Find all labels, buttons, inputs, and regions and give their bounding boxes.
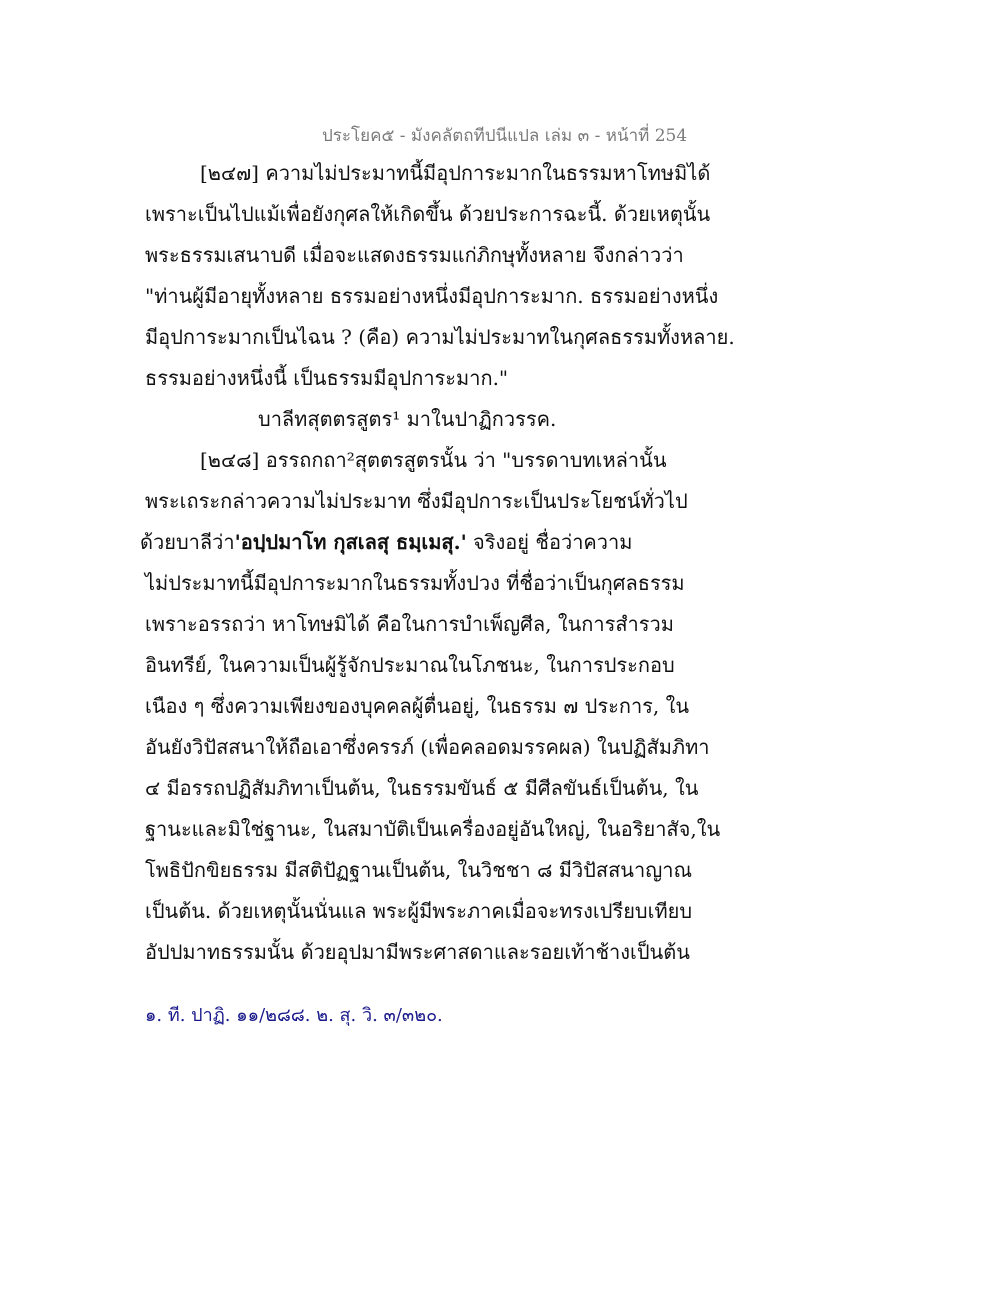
text-line: มีอุปการะมากเป็นไฉน ? (คือ) ความไม่ประมาทในกุศลธรรมทั้งหลาย. (145, 325, 735, 349)
text-line-with-pali (140, 532, 632, 552)
text-line: โพธิปักขิยธรรม มีสติปัฏฐานเป็นต้น, ในวิชชา ๘ มีวิปัสสนาญาณ (145, 858, 693, 882)
footnote: ๑. ที. ปาฏิ. ๑๑/๒๘๘. ๒. สุ. วิ. ๓/๓๒๐. (145, 1005, 443, 1026)
pali-quote: 'อปฺปมาโท กุสเลสุ ธมฺเมสุ.' (234, 530, 467, 554)
text-line: พระเถระกล่าวความไม่ประมาท ซึ่งมีอุปการะเป็นประโยชน์ทั่วไป (145, 489, 688, 513)
text-line: ฐานะและมิใช่ฐานะ, ในสมาบัติเป็นเครื่องอยู่อันใหญ่, ในอริยาสัจ,ใน (145, 817, 721, 841)
sutta-reference-line: บาลีทสุตตรสูตร¹ มาในปาฏิกวรรค. (258, 407, 557, 431)
text-line: ๔ มีอรรถปฏิสัมภิทาเป็นต้น, ในธรรมขันธ์ ๕ มีศีลขันธ์เป็นต้น, ใน (145, 776, 699, 800)
text-line: เป็นต้น. ด้วยเหตุนั้นนั่นแล พระผู้มีพระภาคเมื่อจะทรงเปรียบเทียบ (145, 899, 693, 923)
text-line: เพราะเป็นไปแม้เพื่อยังกุศลให้เกิดขึ้น ด้วยประการฉะนี้. ด้วยเหตุนั้น (145, 202, 711, 226)
text-line: [๒๔๘] อรรถกถา²สุตตรสูตรนั้น ว่า "บรรดาบทเหล่านั้น (200, 448, 667, 472)
text-span: ด้วยบาลีว่า (140, 530, 235, 554)
text-line: เพราะอรรถว่า หาโทษมิได้ คือในการบำเพ็ญศีล, ในการสำรวม (145, 612, 674, 636)
text-line: อันยังวิปัสสนาให้ถือเอาซึ่งครรภ์ (เพื่อคลอดมรรคผล) ในปฏิสัมภิทา (145, 735, 710, 759)
running-header: ประโยค๕ - มังคลัตถทีปนีแปล เล่ม ๓ - หน้าที่ 254 (322, 126, 688, 146)
text-line: [๒๔๗] ความไม่ประมาทนี้มีอุปการะมากในธรรมหาโทษมิได้ (200, 161, 711, 185)
text-line: พระธรรมเสนาบดี เมื่อจะแสดงธรรมแก่ภิกษุทั้งหลาย จึงกล่าวว่า (145, 243, 684, 267)
text-line: ธรรมอย่างหนึ่งนี้ เป็นธรรมมีอุปการะมาก." (145, 366, 509, 390)
text-line: อินทรีย์, ในความเป็นผู้รู้จักประมาณในโภชนะ, ในการประกอบ (145, 653, 675, 677)
text-line: "ท่านผู้มีอายุทั้งหลาย ธรรมอย่างหนึ่งมีอุปการะมาก. ธรรมอย่างหนึ่ง (145, 284, 719, 308)
text-line: เนือง ๆ ซึ่งความเพียงของบุคคลผู้ตื่นอยู่, ในธรรม ๗ ประการ, ใน (145, 694, 690, 718)
text-line: อัปปมาทธรรมนั้น ด้วยอุปมามีพระศาสดาและรอยเท้าช้างเป็นต้น (145, 940, 690, 964)
text-span: จริงอยู่ ชื่อว่าความ (466, 530, 633, 554)
text-line: ไม่ประมาทนี้มีอุปการะมากในธรรมทั้งปวง ที่ชื่อว่าเป็นกุศลธรรม (145, 571, 685, 595)
